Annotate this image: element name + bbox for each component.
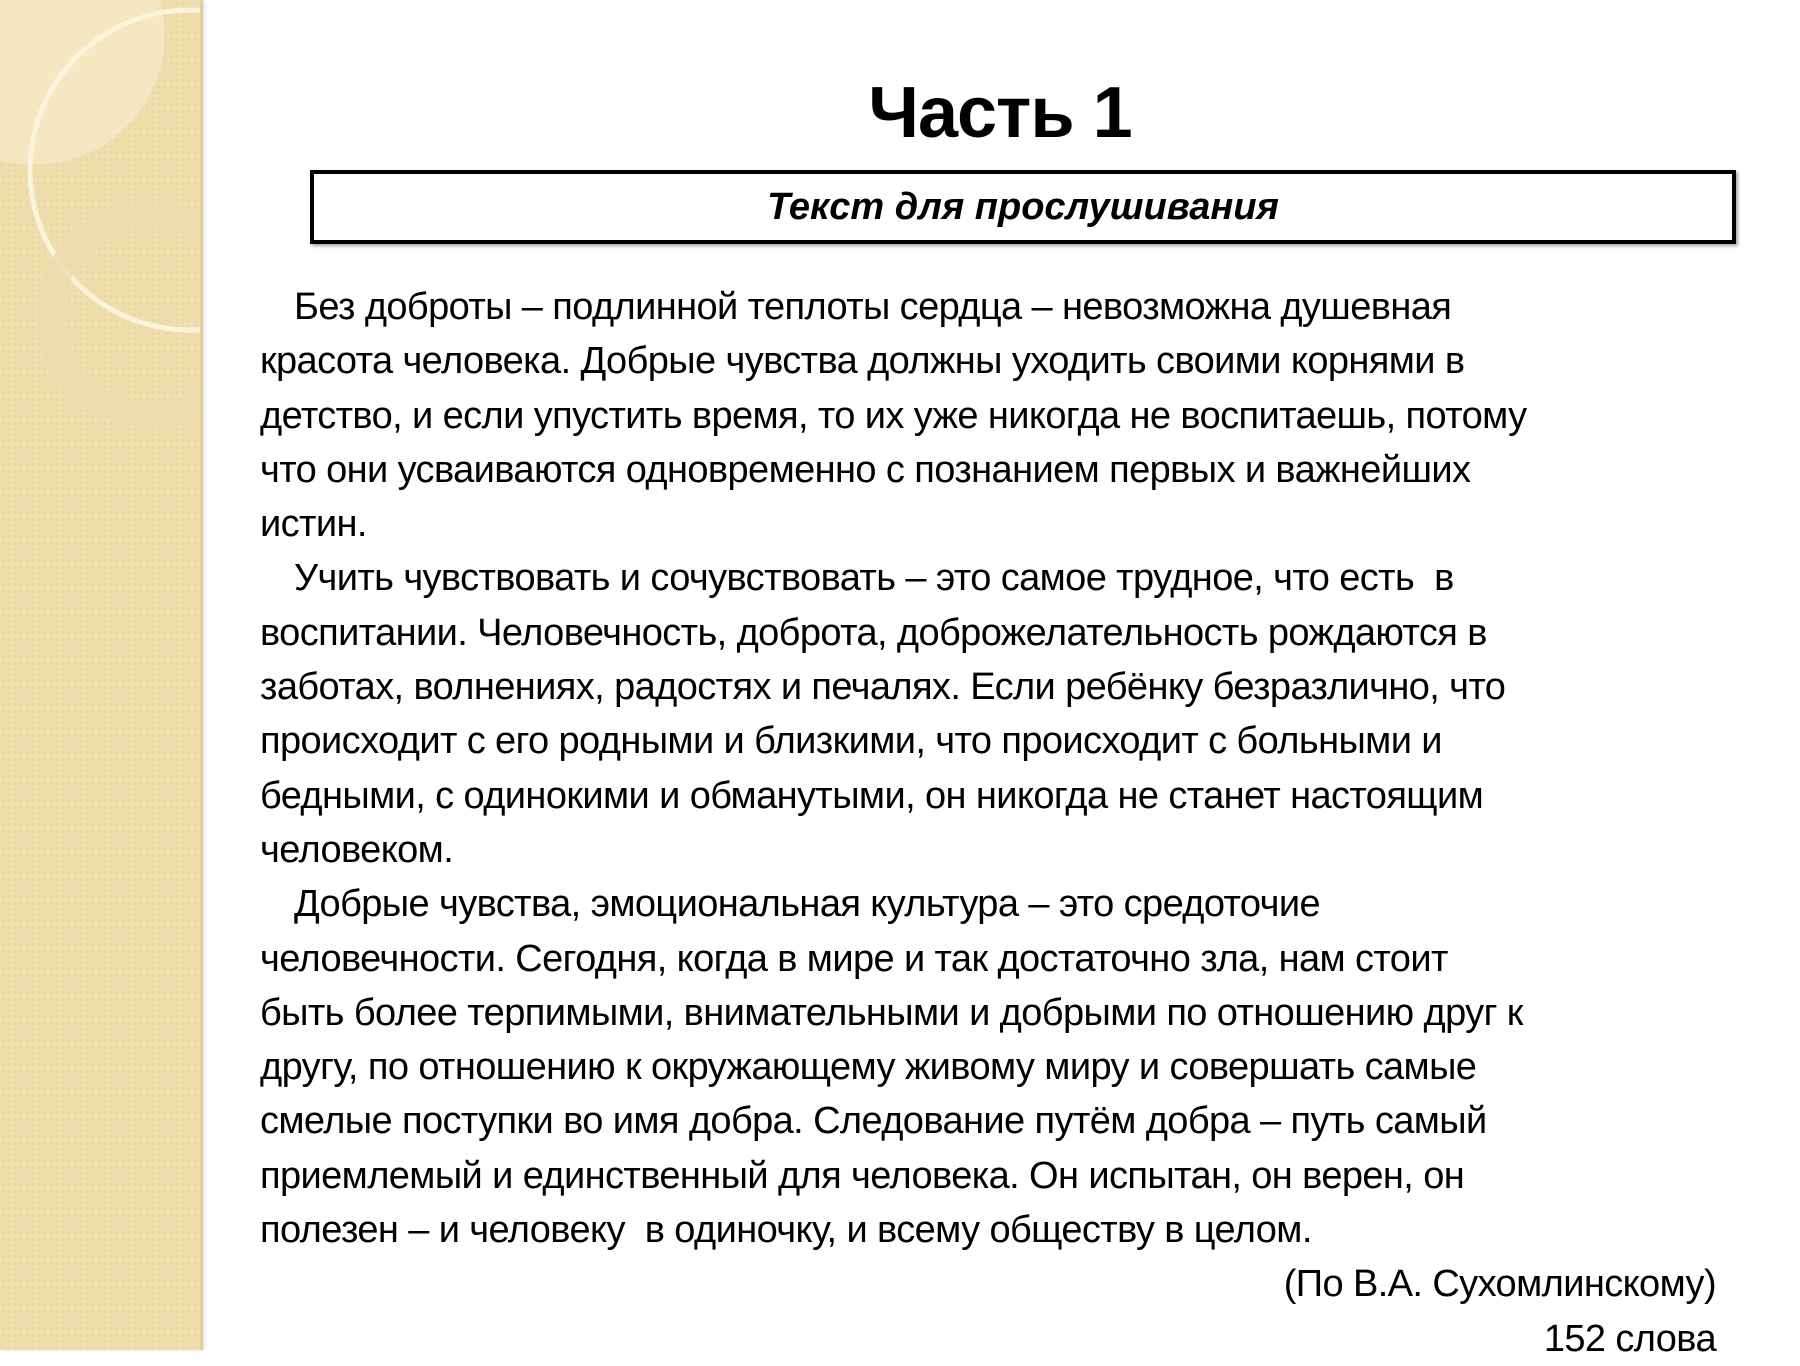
paragraph — [260, 551, 1720, 877]
text-line: смелые поступки во имя добра. Следование путём добра – путь самый — [260, 1100, 1487, 1143]
subtitle: Текст для прослушивания — [767, 185, 1279, 228]
text-body — [260, 280, 1720, 1366]
text-line: происходит с его родными и близкими, что происходит с больными и — [260, 720, 1442, 763]
text-line: истин. — [260, 503, 367, 546]
attribution: (По В.А. Сухомлинскому) — [1283, 1263, 1716, 1306]
paragraph — [260, 877, 1720, 1257]
text-line: приемлемый и единственный для человека. Он испытан, он верен, он — [260, 1154, 1465, 1197]
text-line: человечности. Сегодня, когда в мире и так достаточно зла, нам стоит — [260, 937, 1448, 980]
text-line: быть более терпимыми, внимательными и добрыми по отношению друг к — [260, 991, 1523, 1034]
decorative-sidebar — [0, 0, 203, 1350]
paragraph — [260, 280, 1720, 551]
text-line: человеком. — [260, 828, 454, 871]
subtitle-box — [310, 170, 1736, 244]
text-line: Учить чувствовать и сочувствовать – это самое трудное, что есть в — [294, 557, 1454, 600]
decorative-circles-icon — [0, 0, 200, 1350]
text-line: Без доброты – подлинной теплоты сердца – невозможна душевная — [294, 286, 1452, 328]
text-line: воспитании. Человечность, доброта, доброжелательность рождаются в — [260, 611, 1487, 654]
text-line: другу, по отношению к окружающему живому миру и совершать самые — [260, 1046, 1477, 1089]
text-line: заботах, волнениях, радостях и печалях. Если ребёнку безразлично, что — [260, 666, 1506, 709]
text-line: Добрые чувства, эмоциональная культура – это средоточие — [294, 883, 1320, 926]
text-line: полезен – и человеку в одиночку, и всему обществу в целом. — [260, 1209, 1312, 1252]
word-count: 152 слова — [1543, 1317, 1716, 1360]
page-title: Часть 1 — [868, 73, 1132, 153]
text-line: бедными, с одинокими и обманутыми, он никогда не станет настоящим — [260, 774, 1484, 817]
text-line: что они усваиваются одновременно с познанием первых и важнейших — [260, 448, 1471, 491]
text-line: детство, и если упустить время, то их уже никогда не воспитаешь, потому — [260, 394, 1527, 437]
text-line: красота человека. Добрые чувства должны уходить своими корнями в — [260, 340, 1465, 383]
